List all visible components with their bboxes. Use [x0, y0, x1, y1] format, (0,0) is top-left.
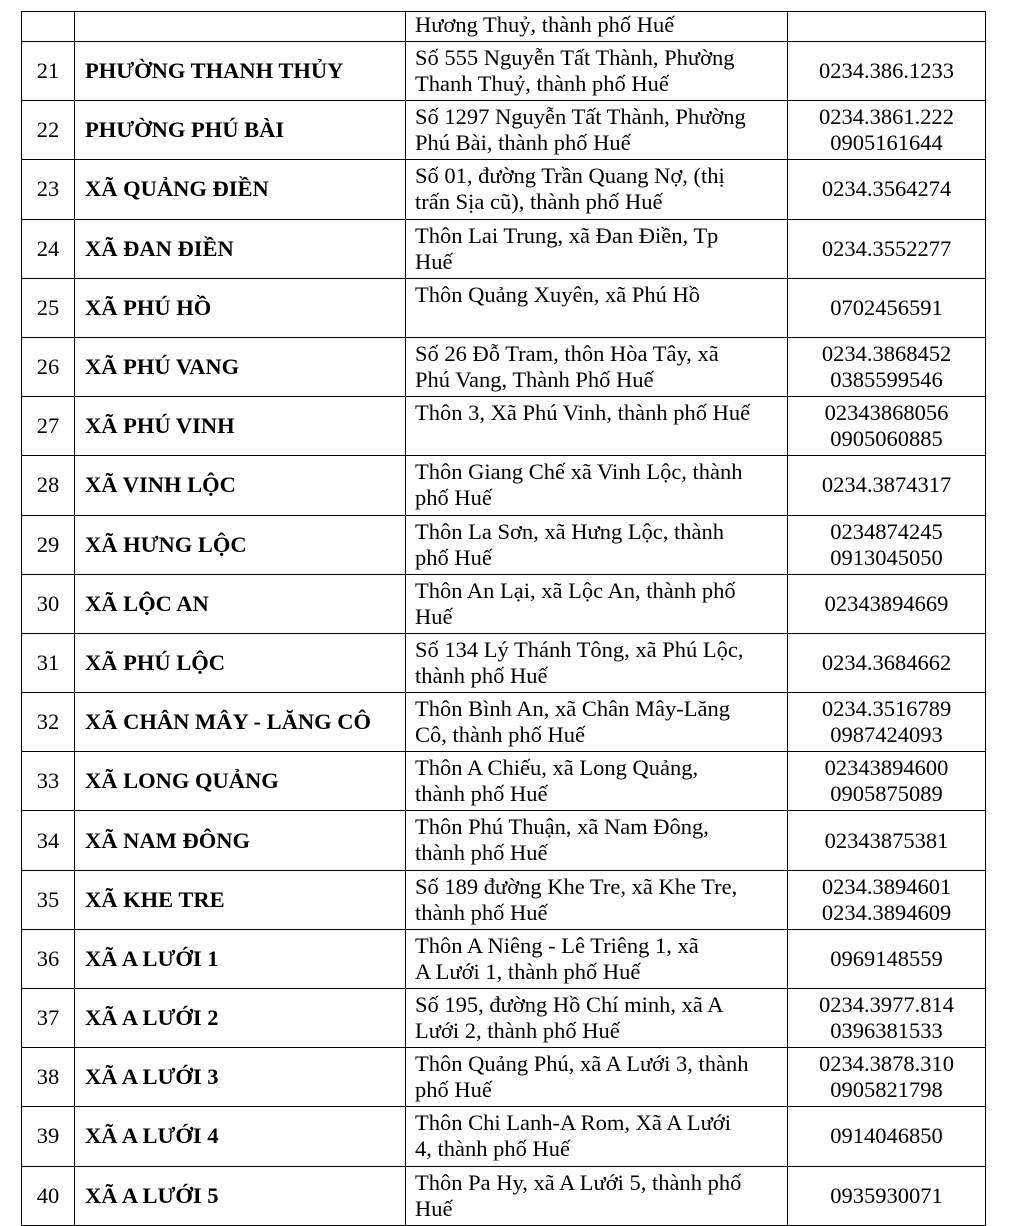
address-cell: [406, 574, 788, 633]
address-cell: [406, 752, 788, 811]
phone-number: 0905060885: [830, 426, 943, 452]
address-cell: [406, 929, 788, 988]
address-line: Thôn Bình An, xã Chân Mây-Lăng: [415, 696, 730, 722]
phone-number: 0385599546: [830, 367, 943, 393]
row-number: [22, 12, 75, 42]
table-row: [22, 456, 986, 515]
phone-cell: [788, 397, 986, 456]
address-line: Lưới 2, thành phố Huế: [415, 1018, 620, 1043]
address-cell: [406, 160, 788, 219]
phone-cell: [788, 752, 986, 811]
row-number: 26: [22, 337, 75, 396]
address-cell: [406, 456, 788, 515]
phone-number: 0234.3516789: [821, 696, 952, 722]
row-number: 39: [22, 1107, 75, 1166]
phone-cell: [788, 12, 986, 42]
address-cell: [406, 1166, 788, 1225]
phone-number: 0396381533: [830, 1018, 943, 1044]
unit-name: XÃ PHÚ VINH: [75, 397, 406, 456]
unit-name: XÃ LONG QUẢNG: [75, 752, 406, 811]
row-number: 37: [22, 989, 75, 1048]
phone-cell: [788, 515, 986, 574]
phone-cell: [788, 337, 986, 396]
phone-number: 02343894600: [824, 755, 949, 781]
address-cell: [406, 870, 788, 929]
table-row: [22, 219, 986, 278]
address-cell: [406, 278, 788, 337]
unit-name: XÃ ĐAN ĐIỀN: [75, 219, 406, 278]
address-line: Số 189 đường Khe Tre, xã Khe Tre,: [415, 873, 738, 899]
address-line: Phú Bài, thành phố Huế: [415, 130, 631, 156]
address-line: phố Huế: [415, 1077, 492, 1103]
phone-cell: [788, 633, 986, 692]
phone-number: 02343868056: [824, 400, 949, 426]
address-cell: [406, 42, 788, 101]
phone-number: 0914046850: [830, 1123, 943, 1149]
address-line: Thôn Pa Hy, xã A Lưới 5, thành phố: [415, 1169, 742, 1195]
table-row: [22, 989, 986, 1048]
address-line: Thôn La Sơn, xã Hưng Lộc, thành: [415, 518, 725, 544]
phone-number: 0234.3894601: [821, 873, 952, 899]
address-line: Số 555 Nguyễn Tất Thành, Phường: [415, 45, 735, 70]
unit-name: XÃ HƯNG LỘC: [75, 515, 406, 574]
contact-table: [21, 11, 986, 1226]
phone-number: 0905161644: [830, 130, 943, 156]
row-number: 32: [22, 693, 75, 752]
phone-cell: [788, 42, 986, 101]
phone-number: 0935930071: [830, 1182, 943, 1208]
unit-name: XÃ PHÚ HỒ: [75, 278, 406, 337]
address-line: Cô, thành phố Huế: [415, 722, 585, 748]
address-cell: [406, 12, 788, 42]
address-line: phố Huế: [415, 544, 492, 570]
table-row: [22, 337, 986, 396]
table-row: [22, 42, 986, 101]
address-line: Thôn Phú Thuận, xã Nam Đông,: [415, 814, 709, 840]
unit-name: XÃ CHÂN MÂY - LĂNG CÔ: [75, 693, 406, 752]
unit-name: XÃ A LƯỚI 5: [75, 1166, 406, 1225]
table-row: [22, 1107, 986, 1166]
row-number: 35: [22, 870, 75, 929]
table-body: [22, 12, 986, 1226]
phone-number: 0234.3977.814: [819, 992, 954, 1018]
address-line: Số 134 Lý Thánh Tông, xã Phú Lộc,: [415, 636, 744, 662]
address-line: A Lưới 1, thành phố Huế: [415, 958, 641, 984]
phone-cell: [788, 989, 986, 1048]
address-cell: [406, 989, 788, 1048]
phone-number: 0969148559: [830, 945, 943, 971]
table-row: [22, 811, 986, 870]
address-line: Số 195, đường Hồ Chí minh, xã A: [415, 992, 724, 1017]
row-number: 27: [22, 397, 75, 456]
address-line: thành phố Huế: [415, 781, 548, 807]
row-number: 30: [22, 574, 75, 633]
table-row: [22, 397, 986, 456]
address-line: Thôn Lai Trung, xã Đan Điền, Tp: [415, 222, 719, 248]
unit-name: XÃ A LƯỚI 4: [75, 1107, 406, 1166]
address-cell: [406, 633, 788, 692]
address-cell: [406, 693, 788, 752]
address-line: Số 1297 Nguyễn Tất Thành, Phường: [415, 104, 746, 130]
address-line: Thôn Chi Lanh-A Rom, Xã A Lưới: [415, 1110, 731, 1136]
phone-cell: [788, 1048, 986, 1107]
row-number: 33: [22, 752, 75, 811]
phone-cell: [788, 1107, 986, 1166]
address-line: thành phố Huế: [415, 662, 548, 688]
table-row: [22, 515, 986, 574]
phone-number: 0234.3552277: [821, 235, 952, 261]
unit-name: XÃ QUẢNG ĐIỀN: [75, 160, 406, 219]
address-line: Số 26 Đỗ Tram, thôn Hòa Tây, xã: [415, 340, 719, 366]
address-line: thành phố Huế: [415, 840, 548, 866]
unit-name: [75, 12, 406, 42]
row-number: 24: [22, 219, 75, 278]
unit-name: XÃ VINH LỘC: [75, 456, 406, 515]
phone-cell: [788, 574, 986, 633]
phone-number: 0234.386.1233: [819, 58, 954, 84]
row-number: 21: [22, 42, 75, 101]
address-line: Huế: [415, 1195, 453, 1221]
address-line: Thôn 3, Xã Phú Vinh, thành phố Huế: [415, 400, 751, 426]
address-line: Thôn A Niêng - Lê Triêng 1, xã: [415, 932, 699, 958]
phone-number: 02343875381: [824, 827, 949, 853]
row-number: 23: [22, 160, 75, 219]
address-line: Thôn An Lại, xã Lộc An, thành phố: [415, 577, 736, 603]
unit-name: XÃ KHE TRE: [75, 870, 406, 929]
address-line: trấn Sịa cũ), thành phố Huế: [415, 189, 663, 215]
row-number: 38: [22, 1048, 75, 1107]
unit-name: PHƯỜNG THANH THỦY: [75, 42, 406, 101]
row-number: 28: [22, 456, 75, 515]
phone-number: 0905875089: [830, 781, 943, 807]
address-line: Huế: [415, 248, 453, 274]
table-row: [22, 278, 986, 337]
phone-number: 0234.3564274: [821, 176, 952, 202]
unit-name: XÃ A LƯỚI 3: [75, 1048, 406, 1107]
address-cell: [406, 397, 788, 456]
phone-number: 02343894669: [824, 590, 949, 616]
address-line: Phú Vang, Thành Phố Huế: [415, 366, 654, 392]
address-cell: [406, 515, 788, 574]
address-line: Hương Thuỷ, thành phố Huế: [415, 12, 675, 37]
phone-number: 0234.3684662: [821, 649, 952, 675]
row-number: 25: [22, 278, 75, 337]
phone-cell: [788, 278, 986, 337]
table-row: [22, 160, 986, 219]
unit-name: XÃ A LƯỚI 2: [75, 989, 406, 1048]
unit-name: XÃ A LƯỚI 1: [75, 929, 406, 988]
table-row: [22, 929, 986, 988]
table-row-continued: [22, 12, 986, 42]
address-line: 4, thành phố Huế: [415, 1136, 570, 1162]
phone-number: 0234.3874317: [821, 472, 952, 498]
phone-cell: [788, 219, 986, 278]
phone-cell: [788, 1166, 986, 1225]
row-number: 36: [22, 929, 75, 988]
table-row: [22, 1048, 986, 1107]
address-line: Huế: [415, 603, 453, 629]
phone-cell: [788, 456, 986, 515]
address-line: Thôn Quảng Xuyên, xã Phú Hồ: [415, 281, 700, 307]
phone-cell: [788, 160, 986, 219]
phone-number: 0234.3868452: [821, 341, 952, 367]
address-cell: [406, 1048, 788, 1107]
table-row: [22, 101, 986, 160]
address-line: Thôn Giang Chế xã Vinh Lộc, thành: [415, 459, 743, 485]
row-number: 22: [22, 101, 75, 160]
phone-number: 0234.3861.222: [819, 104, 954, 130]
table-row: [22, 1166, 986, 1225]
address-cell: [406, 219, 788, 278]
phone-number: 0905821798: [830, 1077, 943, 1103]
phone-cell: [788, 693, 986, 752]
phone-number: 0702456591: [830, 294, 943, 320]
phone-cell: [788, 101, 986, 160]
unit-name: XÃ NAM ĐÔNG: [75, 811, 406, 870]
address-line: Số 01, đường Trần Quang Nợ, (thị: [415, 163, 725, 189]
unit-name: XÃ PHÚ LỘC: [75, 633, 406, 692]
unit-name: XÃ PHÚ VANG: [75, 337, 406, 396]
unit-name: XÃ LỘC AN: [75, 574, 406, 633]
phone-cell: [788, 811, 986, 870]
phone-cell: [788, 870, 986, 929]
unit-name: PHƯỜNG PHÚ BÀI: [75, 101, 406, 160]
table-row: [22, 870, 986, 929]
address-cell: [406, 337, 788, 396]
address-line: Thanh Thuỷ, thành phố Huế: [415, 71, 669, 96]
address-cell: [406, 811, 788, 870]
phone-number: 0234874245: [830, 518, 943, 544]
phone-number: 0234.3894609: [821, 899, 952, 925]
address-cell: [406, 101, 788, 160]
row-number: 29: [22, 515, 75, 574]
phone-number: 0234.3878.310: [819, 1051, 954, 1077]
address-cell: [406, 1107, 788, 1166]
address-line: Thôn A Chiếu, xã Long Quảng,: [415, 755, 699, 781]
row-number: 34: [22, 811, 75, 870]
table-row: [22, 633, 986, 692]
phone-number: 0987424093: [830, 722, 943, 748]
table-row: [22, 693, 986, 752]
row-number: 40: [22, 1166, 75, 1225]
address-line: thành phố Huế: [415, 899, 548, 925]
address-line: phố Huế: [415, 485, 492, 511]
address-line: Thôn Quảng Phú, xã A Lưới 3, thành: [415, 1051, 749, 1077]
phone-number: 0913045050: [830, 544, 943, 570]
table-row: [22, 574, 986, 633]
phone-cell: [788, 929, 986, 988]
row-number: 31: [22, 633, 75, 692]
table-row: [22, 752, 986, 811]
